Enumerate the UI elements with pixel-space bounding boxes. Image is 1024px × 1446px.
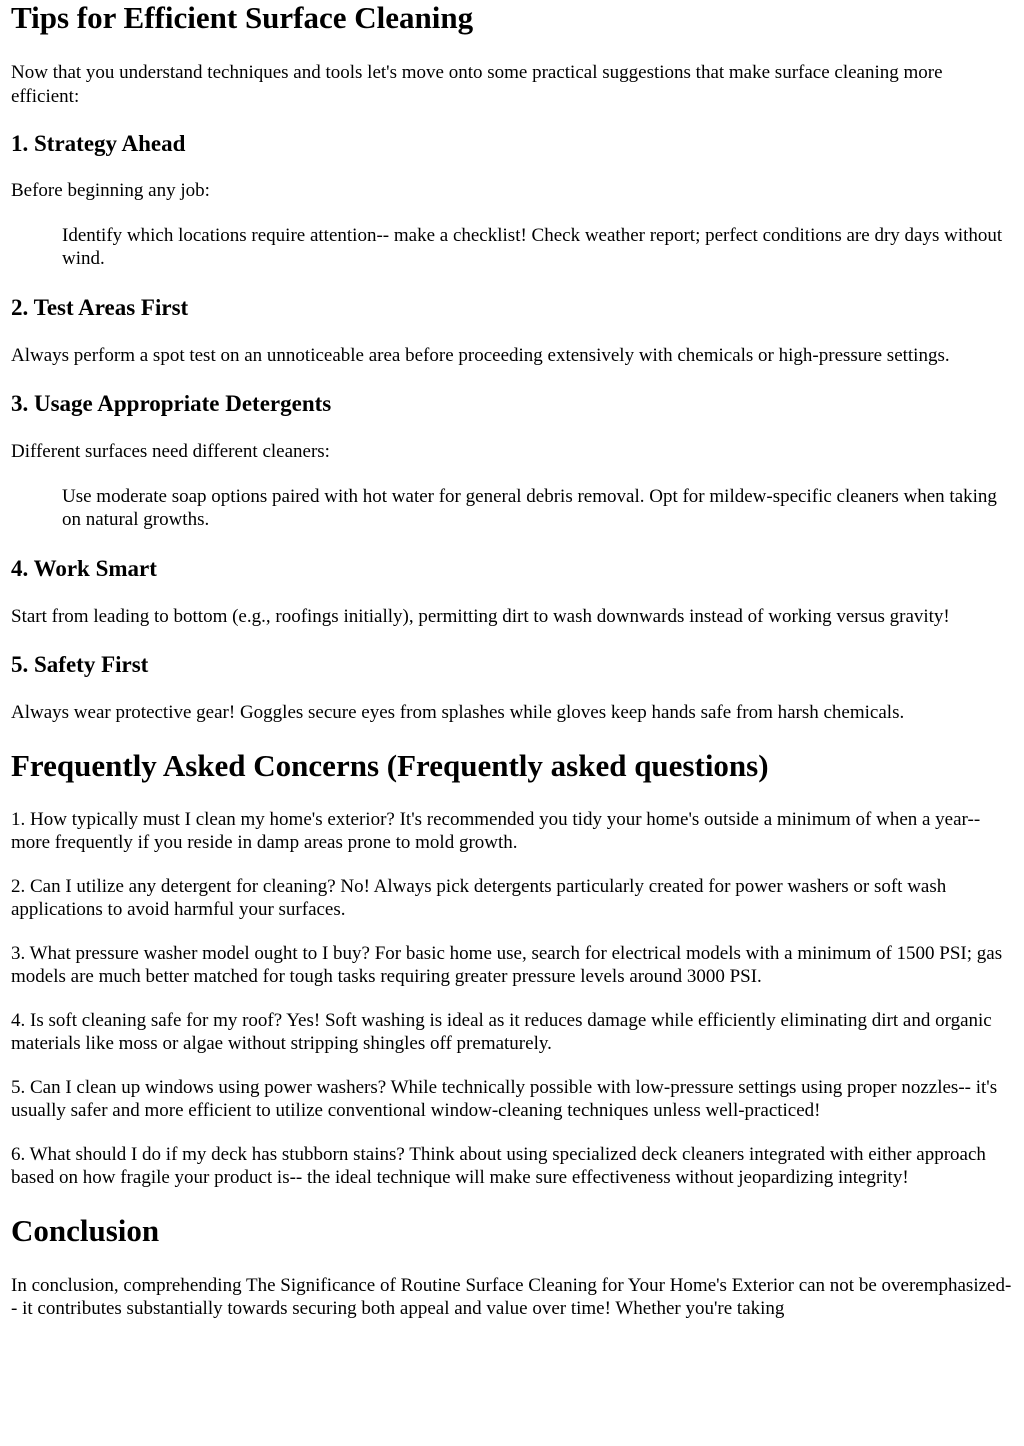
tip-text-work-smart: Start from leading to bottom (e.g., roofings initially), permitting dirt to wash downwards instead of working versus gravity! — [11, 605, 950, 627]
tip-text-test-areas: Always perform a spot test on an unnoticeable area before proceeding extensively with chemicals or high-pressure settings. — [11, 344, 950, 366]
faq-item: 5. Can I clean up windows using power washers? While technically possible with low-pressure settings using proper nozzles-- it's usually safer and more efficient to utilize conventional window-cleaning techniques unless well-practiced! — [11, 1076, 998, 1121]
faq-item: 3. What pressure washer model ought to I buy? For basic home use, search for electrical models with a minimum of 1500 PSI; gas models are much better matched for tough tasks requiring greater pressure levels around 3000 PSI. — [11, 942, 1003, 987]
faq-item: 1. How typically must I clean my home's exterior? It's recommended you tidy your home's outside a minimum of when a year-- more frequently if you reside in damp areas prone to mold growth. — [11, 808, 981, 853]
faq-list — [11, 808, 1014, 1190]
tip-quote-detergents: Use moderate soap options paired with hot water for general debris removal. Opt for mildew-specific cleaners when taking on natural growths. — [62, 485, 997, 530]
tips-heading: Tips for Efficient Surface Cleaning — [11, 0, 474, 35]
tip-text-detergents: Different surfaces need different cleaners: — [11, 441, 330, 462]
tip-text-safety: Always wear protective gear! Goggles secure eyes from splashes while gloves keep hands safe from harsh chemicals. — [11, 702, 905, 723]
tip-heading-safety: 5. Safety First — [11, 652, 149, 677]
conclusion-heading: Conclusion — [11, 1212, 160, 1248]
faq-item: 4. Is soft cleaning safe for my roof? Yes! Soft washing is ideal as it reduces damage while efficiently eliminating dirt and organic materials like moss or algae without stripping shingles off prematurely. — [11, 1009, 992, 1054]
faq-item: 6. What should I do if my deck has stubborn stains? Think about using specialized deck cleaners integrated with either approach based on how fragile your product is-- the ideal technique will make sure effectiveness without jeopardizing integrity! — [11, 1143, 986, 1188]
tip-heading-strategy: 1. Strategy Ahead — [11, 131, 186, 156]
tips-intro: Now that you understand techniques and tools let's move onto some practical suggestions that make surface cleaning more efficient: — [11, 62, 943, 107]
tip-heading-test-areas: 2. Test Areas First — [11, 294, 189, 320]
tip-heading-detergents: 3. Usage Appropriate Detergents — [11, 391, 332, 416]
tip-text-strategy: Before beginning any job: — [11, 180, 210, 201]
faq-item: 2. Can I utilize any detergent for cleaning? No! Always pick detergents particularly created for power washers or soft wash applications to avoid harmful your surfaces. — [11, 875, 947, 920]
tip-heading-work-smart: 4. Work Smart — [11, 555, 157, 581]
tip-quote-strategy: Identify which locations require attention-- make a checklist! Check weather report; perfect conditions are dry days without wind. — [62, 224, 1003, 269]
faq-heading: Frequently Asked Concerns (Frequently asked questions) — [11, 747, 769, 783]
conclusion-text: In conclusion, comprehending The Significance of Routine Surface Cleaning for Your Home's Exterior can not be overemphasized-- it contributes substantially towards securing both appeal and value over time! Whether you're taking — [11, 1274, 1012, 1319]
